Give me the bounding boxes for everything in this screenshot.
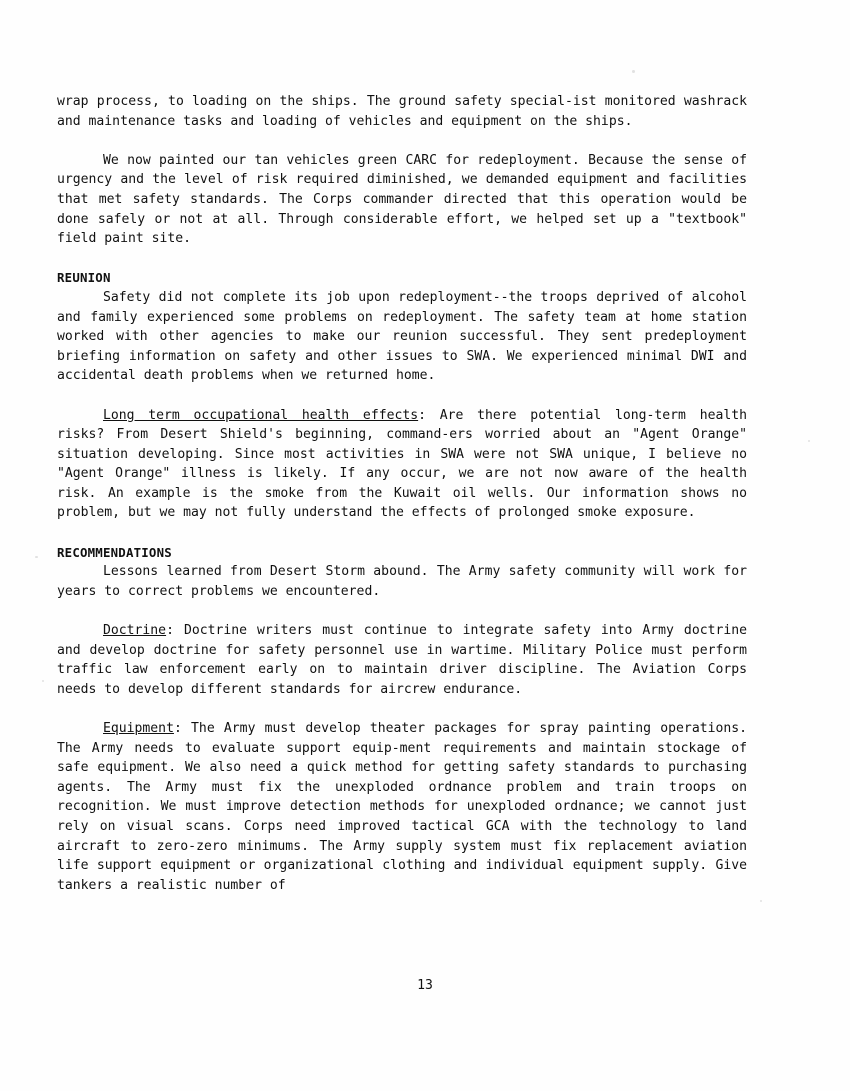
lead-in-doctrine: Doctrine (103, 623, 167, 639)
heading-reunion: REUNION (57, 270, 111, 286)
paragraph-doctrine (57, 621, 747, 699)
paragraph-text: Safety did not complete its job upon redeployment--the troops deprived of alcohol and family experienced some problems on redeployment. The safety team at home station worked with other agencies to make our reunion successful. They sent predeployment briefing information on safety and other issues to SWA. We experienced minimal DWI and accidental death problems when we returned home. (57, 289, 747, 384)
paragraph-text: Lessons learned from Desert Storm abound. The Army safety community will work for years to correct problems we encountered. (57, 564, 747, 599)
lead-in-equipment: Equipment (103, 721, 174, 736)
lead-in-health-effects: Long term occupational health effects (103, 407, 419, 423)
document-body (57, 92, 747, 895)
paragraph-text: : The Army must develop theater packages for spray painting operations. The Army needs to evaluate support equip-ment requirements and maintain stockage of safe equipment. We also need a quick method for getting safety standards to purchasing agents. The Army must fix the unexploded ordnance problem and train troops on recognition. We must improve detection methods for unexploded ordnance; we cannot just rely on visual scans. Corps need improved tactical GCA with the technology to land aircraft to zero-zero minimums. The Army supply system must fix replacement aviation life support equipment or organizational clothing and individual equipment supply. Give tankers a realistic number of (57, 721, 747, 893)
paragraph-text: : Are there potential long-term health risks? From Desert Shield's beginning, command-ers worried about an "Agent Orange" situation developing. Since most activities in SWA were not SWA unique, I believe no "Agent Orange" illness is likely. If any occur, we are not now aware of the health risk. An example is the smoke from the Kuwait oil wells. Our information shows no problem, but we may not fully understand the effects of prolonged smoke exposure. (57, 407, 747, 521)
scan-speck (808, 440, 810, 442)
paragraph-text: wrap process, to loading on the ships. The ground safety special-ist monitored washrack and maintenance tasks and loading of vehicles and equipment on the ships. (57, 94, 747, 129)
paragraph-health-effects (57, 406, 747, 524)
paragraph-reunion-safety (57, 288, 747, 386)
heading-recommendations: RECOMMENDATIONS (57, 544, 172, 560)
paragraph-carc-paint (57, 151, 747, 249)
paragraph-lessons-learned (57, 562, 747, 601)
scan-speck (35, 556, 38, 558)
page-number: 13 (417, 978, 433, 993)
scan-speck (632, 70, 635, 73)
scan-speck (760, 900, 762, 902)
scan-speck (42, 680, 44, 682)
paragraph-text: : Doctrine writers must continue to integrate safety into Army doctrine and develop doctrine for safety personnel use in wartime. Military Police must perform traffic law enforcement early on to maintain driver discipline. The Aviation Corps needs to develop different standards for aircrew endurance. (57, 623, 747, 697)
paragraph-wrap-process (57, 92, 747, 131)
paragraph-text: We now painted our tan vehicles green CARC for redeployment. Because the sense of urgency and the level of risk required diminished, we demanded equipment and facilities that met safety standards. The Corps commander directed that this operation would be done safely or not at all. Through considerable effort, we helped set up a "textbook" field paint site. (57, 152, 747, 247)
paragraph-equipment (57, 719, 747, 895)
